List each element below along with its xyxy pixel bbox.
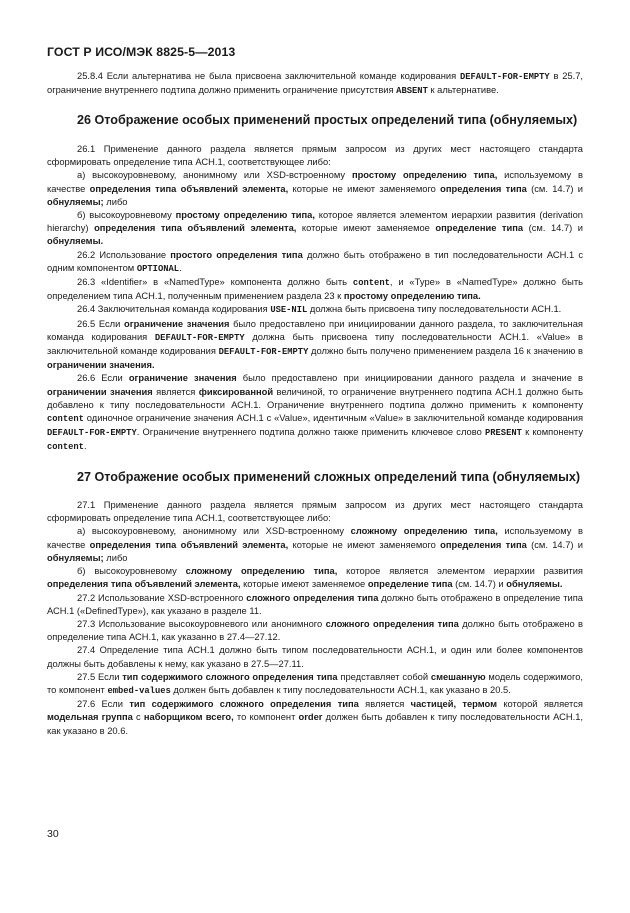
page-number: 30 xyxy=(47,828,59,840)
text-run: (см. 14.7) и xyxy=(526,539,584,550)
text-run: которой является xyxy=(497,699,583,710)
section-27-heading: 27 Отображение особых применений сложных определений типа (обнуляемых) xyxy=(77,469,581,484)
code-run: DEFAULT-FOR-EMPTY xyxy=(154,332,245,343)
text-run: либо xyxy=(103,196,128,207)
code-run: OPTIONAL xyxy=(136,263,180,274)
bold-term: фиксированной xyxy=(198,386,274,397)
text-run: 26.6 Если xyxy=(77,373,129,384)
bold-term: обнуляемы; xyxy=(47,196,104,207)
text-run: 26.5 Если xyxy=(77,318,124,329)
text-run: представляет собой xyxy=(337,671,431,682)
text-run: которые имеют заменяемое xyxy=(240,579,368,590)
code-run: embed-values xyxy=(107,685,171,696)
text-run: 27.5 Если xyxy=(77,671,123,682)
text-run: должно быть отображено в тип последовательности АСН.1 с одним компонентом xyxy=(47,249,583,273)
paragraph-26-1-b xyxy=(47,209,583,249)
text-run: должно быть получено применением раздела 16 к значению в xyxy=(308,345,583,356)
text-run: должно быть отображено в определение типа АСН.1 («DefinedType»), как указано в разделе 11. xyxy=(47,592,583,616)
text-run: было предоставлено при инициировании данного раздела, то заключительная команда кодирования xyxy=(47,318,583,342)
paragraph-26-2 xyxy=(47,249,583,276)
paragraph-27-2 xyxy=(47,592,583,618)
text-run: которое является элементом иерархии развития (derivation hierarchy) xyxy=(47,209,583,234)
bold-term: простому определению типа. xyxy=(343,291,481,302)
text-run: 26.3 «Identifier» в «NamedType» компонента должно быть xyxy=(77,276,353,287)
section-26-heading: 26 Отображение особых применений простых определений типа (обнуляемых) xyxy=(77,113,578,128)
text-run: б) высокоуровневому xyxy=(77,566,186,577)
code-run: content xyxy=(47,442,84,453)
text-run: величиной, то ограничение внутреннего подтипа АСН.1 должно быть добавлено к типу последовательности АСН.1. Ограничение внутреннего подтипа должно применить к компоненту xyxy=(47,386,584,410)
bold-term: определения типа объявлений элемента, xyxy=(94,223,297,234)
paragraph-26-1-a xyxy=(47,169,583,209)
bold-term: простого определения типа xyxy=(170,249,303,260)
paragraph-27-1-a xyxy=(47,525,583,565)
text-run: 27.6 Если xyxy=(77,699,130,710)
paragraph-26-4 xyxy=(47,303,583,317)
text-run: модель содержимого, то компонент xyxy=(47,671,583,695)
paragraph-27-4: 27.4 Определение типа АСН.1 должно быть типом последовательности АСН.1, и один или более компонентов должны быть добавлены к нему, как указано в 27.5—27.11. xyxy=(47,645,583,669)
running-header: ГОСТ Р ИСО/МЭК 8825-5—2013 xyxy=(47,45,236,59)
code-run: DEFAULT-FOR-EMPTY xyxy=(218,346,309,357)
code-run: DEFAULT-FOR-EMPTY xyxy=(47,428,137,439)
text-run: которые имеют заменяемое xyxy=(296,223,436,234)
paragraph-26-5 xyxy=(47,318,583,373)
paragraph-27-6 xyxy=(47,698,583,738)
text-run: (см. 14.7) и xyxy=(523,223,584,234)
text-run: (см. 14.7) и xyxy=(526,183,584,194)
text-run: 25.8.4 Если альтернатива не была присвоена заключительной команде кодирования xyxy=(77,71,460,81)
text-run: либо xyxy=(103,552,128,563)
bold-term: определение типа xyxy=(435,223,524,234)
bold-term: обнуляемы. xyxy=(47,236,104,247)
bold-term: модельная группа xyxy=(47,712,133,723)
code-run: DEFAULT-FOR-EMPTY xyxy=(459,72,550,82)
bold-term: сложному определению типа, xyxy=(350,526,498,537)
text-run: . xyxy=(83,441,87,452)
bold-term: тип содержимого сложного определения типа xyxy=(129,699,359,710)
text-run: 26.2 Использование xyxy=(77,249,171,260)
text-run: 27.2 Использование XSD-встроенного xyxy=(77,592,247,603)
text-run: а) высокоуровневому, анонимному или XSD-встроенному xyxy=(77,170,352,181)
text-run: используемому в качестве xyxy=(47,526,583,550)
text-run: должно быть отображено в определение типа АСН.1, как указанно в 27.4—27.12. xyxy=(47,618,583,643)
bold-term: order xyxy=(298,712,323,723)
code-run: ABSENT xyxy=(396,86,428,97)
bold-term: обнуляемы; xyxy=(47,552,104,563)
bold-term: определения типа объявлений элемента, xyxy=(89,539,289,550)
code-run: USE-NIL xyxy=(270,305,308,316)
bold-term: определения типа объявлений элемента, xyxy=(89,183,289,194)
text-run: является xyxy=(358,699,411,710)
text-run: в 25.7, ограничение внутреннего подтипа должно применить ограничение присутствия xyxy=(47,71,584,96)
text-run: 26.4 Заключительная команда кодирования xyxy=(77,304,271,315)
paragraph-27-1: 27.1 Применение данного раздела является прямым запросом из других мест настоящего стандарта сформировать определение типа АСН.1, соответствующее либо: xyxy=(47,500,583,524)
text-run: должна быть присвоена типу последовательности АСН.1. xyxy=(307,304,562,315)
text-run: используемому в качестве xyxy=(47,170,583,194)
bold-term: определения типа объявлений элемента, xyxy=(47,579,241,590)
text-run: к альтернативе. xyxy=(427,85,499,96)
bold-term: определения типа xyxy=(440,183,527,194)
text-run: которые не имеют заменяемого xyxy=(288,539,441,550)
code-run: PRESENT xyxy=(484,428,522,439)
text-run: к компоненту xyxy=(521,427,583,438)
paragraph-27-5 xyxy=(47,671,583,698)
text-run: с xyxy=(132,712,144,723)
bold-term: определения типа xyxy=(440,539,527,550)
bold-term: определение типа xyxy=(367,579,453,590)
code-run: content xyxy=(352,277,390,288)
paragraph-25-8-4 xyxy=(47,70,583,98)
code-run: content xyxy=(47,413,84,424)
bold-term: сложного определения типа xyxy=(325,618,459,629)
bold-term: сложному определению типа, xyxy=(185,566,338,577)
text-run: (см. 14.7) и xyxy=(452,579,507,590)
text-run: . xyxy=(179,262,182,273)
text-run: то компонент xyxy=(233,712,299,723)
page-content xyxy=(47,70,583,738)
text-run: 27.3 Использование высокоуровневого или анонимного xyxy=(77,618,326,629)
text-run: одиночное ограничение значения АСН.1 с «Value», идентичным «Value» в заключительной команде кодирования xyxy=(83,412,583,423)
text-run: которое является элементом иерархии развития xyxy=(337,566,583,577)
bold-term: простому определению типа, xyxy=(175,209,315,220)
paragraph-26-1: 26.1 Применение данного раздела является прямым запросом из других мест настоящего стандарта сформировать определение типа АСН.1, соответствующее либо: xyxy=(47,143,583,168)
paragraph-26-6 xyxy=(47,372,583,454)
text-run: которые не имеют заменяемого xyxy=(288,183,441,194)
bold-term: смешанную xyxy=(430,671,486,682)
bold-term: наборщиком всего, xyxy=(143,712,234,723)
text-run: является xyxy=(152,386,199,397)
text-run: . Ограничение внутреннего подтипа должно также применить ключевое слово xyxy=(136,427,485,438)
text-run: б) высокоуровневому xyxy=(77,209,176,220)
bold-term: ограничении значения xyxy=(47,386,153,397)
paragraph-27-3 xyxy=(47,618,583,644)
bold-term: ограничение значения xyxy=(128,373,237,384)
bold-term: тип содержимого сложного определения типа xyxy=(122,671,338,682)
bold-term: ограничение значения xyxy=(124,318,230,329)
bold-term: обнуляемы. xyxy=(506,579,563,590)
text-run: должен быть добавлен к типу последовательности АСН.1, как указано в 20.6. xyxy=(47,712,583,736)
bold-term: сложного определения типа xyxy=(246,592,379,603)
text-run: а) высокоуровневому, анонимному или XSD-встроенному xyxy=(77,526,351,537)
paragraph-26-3 xyxy=(47,276,583,303)
text-run: было предоставлено при инициировании данного раздела и значение в xyxy=(236,373,583,384)
text-run: должен быть добавлен к типу последовательности АСН.1, как указано в 20.5. xyxy=(170,684,511,695)
bold-term: ограничении значения. xyxy=(47,360,155,371)
paragraph-27-1-b xyxy=(47,565,583,591)
text-run: , и «Type» в «NamedType» должно быть определением типа АСН.1, полученным применением раздела 23 к xyxy=(47,276,584,302)
text-run: должна быть присвоена типу последовательности АСН.1. «Value» в заключительной команде кодирования xyxy=(47,331,583,356)
bold-term: простому определению типа, xyxy=(351,170,498,181)
bold-term: частицей, термом xyxy=(410,699,498,710)
